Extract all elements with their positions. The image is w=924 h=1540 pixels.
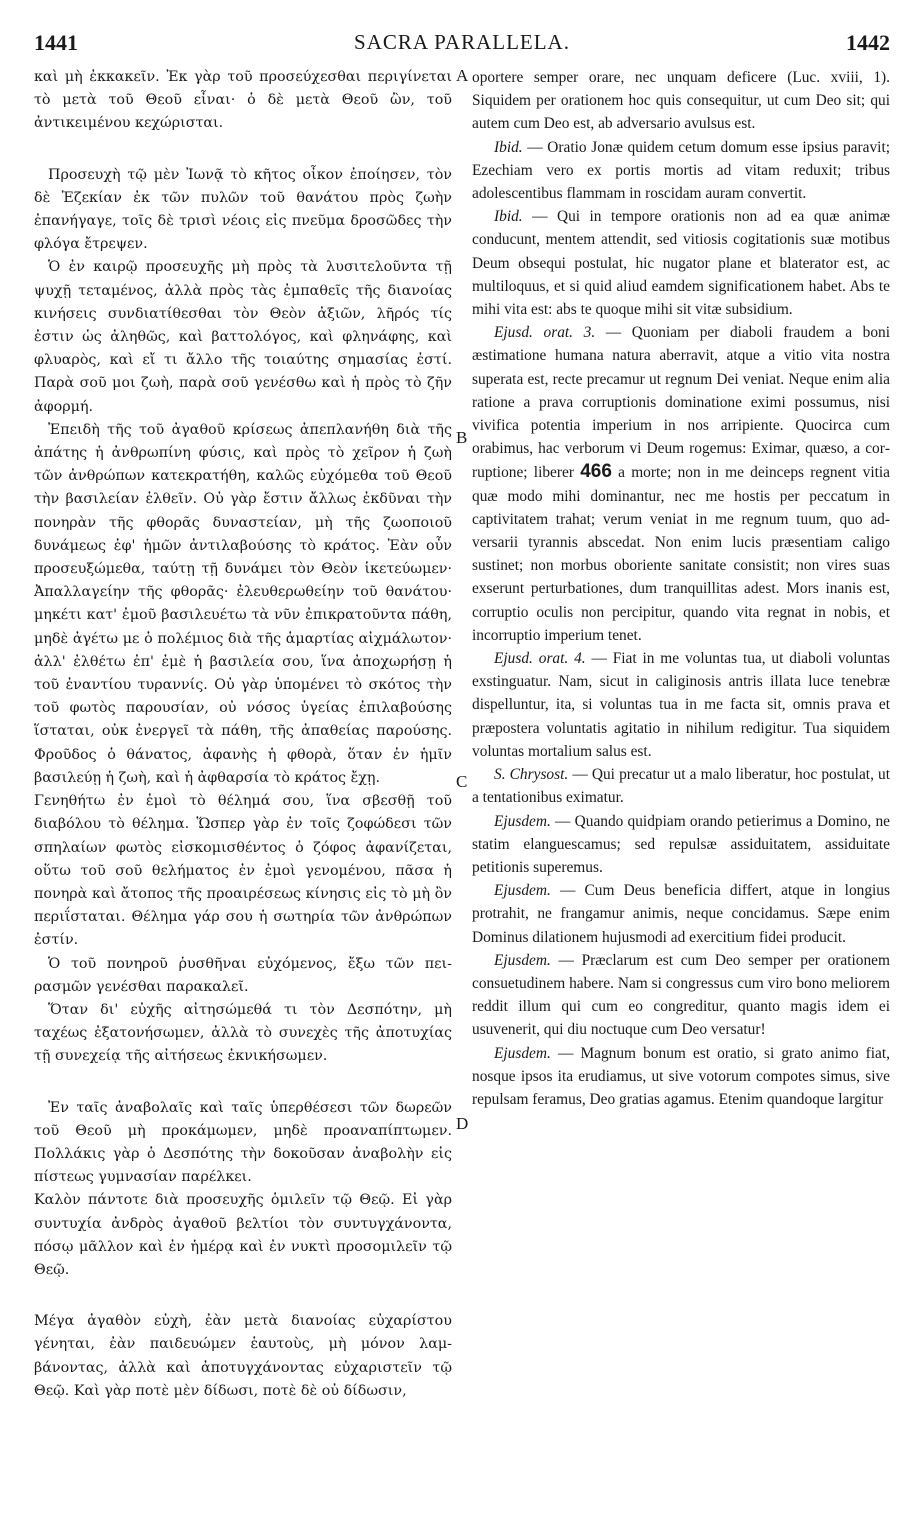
column-number-left: 1441 — [34, 30, 78, 55]
latin-text: — Cum Deus beneficia differt, atque in longius protrahit, ne frangamur animis, neque concidamus. Sæpe enim Dominus dilationem hujusmodi ad exercitium fidei producit. — [472, 882, 890, 946]
latin-source: Ejusdem. — [494, 951, 551, 969]
greek-column — [34, 66, 452, 1403]
latin-text: — Qui in tempore orationis non ad ea quæ animæ conducunt, mentem attendit, sed vitiosis cogitationis suæ motibus Deum obsequi postulat, hic nugator plane et blaterator est, ac multiloquus, et si quid aliud eamdem significationem habet. Abs te mihi vita est: abs te quoque mihi sit vitæ subsidium. — [472, 208, 890, 319]
latin-paragraph — [472, 949, 890, 1042]
latin-paragraph — [472, 1042, 890, 1112]
latin-paragraph — [472, 136, 890, 206]
greek-paragraph: Γενηθήτω ἐν ἐμοὶ τὸ θέλημά σου, ἵνα σβεσθῇ τοῦ διαβόλου τὸ θέλημα. Ὥσπερ γὰρ ἐν τοῖς ζοφώδεσι τῶν σπηλαίων φωτὸς εἰσκομισθέντος ὁ ζόφος ἀφανίζεται, οὕτω τοῦ σοῦ θελήματος ἐν ἐμοὶ γενομένου, πᾶσα ἡ πονηρὰ καὶ ἄτοπος τῆς προαιρέσεως κίνησις εἰς τὸ μὴ ὂν περιΐσταται. Θέλημα γάρ σου ἡ σωτηρία τῶν ἀνθρώπων ἐστίν. — [34, 793, 452, 949]
latin-text: — Quando quidpiam orando petierimus a Domino, ne statim elanguescamus; sed repulsæ assiduitatem, assiduitate petitionis superemus. — [472, 812, 890, 876]
greek-paragraph: Ἐν ταῖς ἀναβολαῖς καὶ ταῖς ὑπερθέσεσι τῶν δωρεῶν τοῦ Θεοῦ μὴ προκάμωμεν, μηδὲ προαναπίπτωμεν. Πολλάκις γὰρ ὁ Δεσπότης τὴν δοκοῦσαν ἀναβολὴν εἰς πίστεως γυμνασίαν παρέλκει. — [34, 1099, 452, 1186]
latin-source: Ejusdem. — [494, 882, 551, 900]
latin-paragraph — [472, 879, 890, 949]
latin-text: — Præclarum est cum Deo semper per orationem consuetudinem habere. Nam si congressus cum viro bono meliorem reddit illum qui cum eo congreditur, quanto magis idem ei usuvenerit, qui diu noctuque cum Deo versatur! — [472, 951, 890, 1039]
latin-text: a morte; non in me deinceps regnent vitia quæ modo mihi dominantur, nec me hostis per peccatum in captivitatem trahat; verum veniat in me regnum tuum, quo adversarii tyrannis abscedat. Non enim lucis præsentiam caligo sustinet; non morbus oboriente sanitate consistit; non vires suas exserunt perturbationes, dum tranquillitas adest. Mors inanis est, corruptio oculis non percipitur, quando vita regnat in nobis, et incorruptio imperium tenet. — [472, 464, 890, 644]
section-marker-d: D — [456, 1114, 469, 1133]
latin-paragraph — [472, 321, 890, 647]
latin-text: — Qui precatur ut a malo liberatur, hoc postulat, ut a tentationibus eximatur. — [472, 766, 890, 807]
page-mark: 466 — [580, 461, 612, 483]
section-marker-c: C — [456, 772, 468, 791]
latin-paragraph — [472, 763, 890, 809]
greek-paragraph: Ὁ τοῦ πονηροῦ ῥυσθῆναι εὐχόμενος, ἔξω τῶν πειρασμῶν γενέσθαι παρακαλεῖ. — [34, 955, 452, 995]
latin-source: Ejusd. orat. 4. — [494, 650, 586, 668]
page-header — [34, 30, 890, 60]
latin-source: Ibid. — [494, 138, 523, 156]
latin-source: Ejusdem. — [494, 812, 551, 830]
latin-text: — Quoniam per diaboli fraudem a boni æstimatione humana natura aberravit, atque a vitio vita nostra superata est, recte precamur ut regnum Dei veniat. Neque enim alia ratione a prava corruptionis dominatione eximi possumus, nisi vivifica potentia imperium in nos arripiente. Quocirca cum orabimus, hac verborum vi Deum rogemus: Eximar, quæso, a corruptione; liberer — [472, 324, 891, 482]
latin-text: — Fiat in me voluntas tua, ut diaboli voluntas exstinguatur. Nam, sicut in caliginosis antris illata luce tenebræ dispelluntur, ita, si voluntas tua in me facta sit, omnis prava et præpostera voluntatis agitatio in nihilum redigitur. Tua siquidem voluntas mortalium salus est. — [472, 650, 890, 760]
latin-paragraph — [472, 810, 890, 880]
latin-text: — Oratio Jonæ quidem cetum domum esse ipsius paravit; Ezechiam vero ex portis mortis ad vitam reduxit; tribus adolescentibus flammam in roscidam auram convertit. — [472, 138, 890, 203]
greek-paragraph: Προσευχὴ τῷ μὲν Ἰωνᾷ τὸ κῆτος οἶκον ἐποίησεν, τὸν δὲ Ἐζεκίαν ἐκ τῶν πυλῶν τοῦ θανάτου πρὸς ζωὴν ἐπανήγαγε, τοῖς δὲ τρισὶ νέοις εἰς πνεῦμα δροσῶδες τὴν φλόγα ἔτρεψεν. — [34, 166, 452, 253]
greek-paragraph: Μέγα ἀγαθὸν εὐχὴ, ἐὰν μετὰ διανοίας εὐχαρίστου γένηται, ἐὰν παιδευώμεν ἑαυτοὺς, μὴ μόνον λαμβάνοντας, ἀλλὰ καὶ ἀποτυγχάνοντας εὐχαριστεῖν τῷ Θεῷ. Καὶ γὰρ ποτὲ μὲν δίδωσι, ποτὲ δὲ οὐ δίδωσιν, — [34, 1313, 452, 1399]
latin-source: Ejusd. orat. 3. — [494, 324, 596, 342]
section-marker-b: B — [456, 428, 468, 447]
latin-source: Ejusdem. — [494, 1044, 551, 1062]
latin-paragraph — [472, 205, 890, 321]
greek-paragraph: Καλὸν πάντοτε διὰ προσευχῆς ὁμιλεῖν τῷ Θεῷ. Εἰ γὰρ συντυχία ἀνδρὸς ἀγαθοῦ βελτίοι τὸν συντυγχάνοντα, πόσῳ μᾶλλον καὶ ἐν ἡμέρᾳ καὶ ἐν νυκτὶ προσομιλεῖν τῷ Θεῷ. — [34, 1192, 452, 1278]
greek-paragraph: Ἐπειδὴ τῆς τοῦ ἀγαθοῦ κρίσεως ἀπεπλανήθη διὰ τῆς ἀπάτης ἡ ἀνθρωπίνη φύσις, καὶ πρὸς τὸ χεῖρον ἡ ζωὴ τῶν ἀνθρώπων κατεκρατήθη, καλῶς εὐχόμεθα τοῦ Θεοῦ τὴν βασιλείαν ἐλθεῖν. Οὐ γὰρ ἔστιν ἄλλως ἐκδῦναι τὴν πονηρὰν τῆς φθορᾶς δυναστείαν, μὴ τῆς ζωοποιοῦ δυνάμεως ἐφ' ἡμῶν ἀντιλαβούσης τὸ κράτος. Ἐὰν οὖν προσευξώμεθα, ταύτῃ τῇ δυνάμει τὸν Θεὸν ἱκετεύωμεν· Ἀπαλλαγείην τῆς φθορᾶς· ἐλευθερωθείην τοῦ θανάτου· μηκέτι κατ' ἐμοῦ βασιλευέτω τὰ νῦν ἐπικρατοῦντα πάθη, μηδὲ ἀγέτω με ὁ πολέμιος διὰ τῆς ἁμαρτίας αἰχμάλωτον· ἀλλ' ἐλθέτω ἐπ' ἐμὲ ἡ βασιλεία σου, ἵνα ἀποχωρήσῃ ἡ τοῦ ἐναντίου τυραννίς. Οὐ γὰρ ὑπομένει τὸ σκότος τὴν τοῦ φωτὸς παρουσίαν, οὐ νόσος ὑγείας ἐπιλαβούσης ἵσταται, οὐκ ἐνεργεῖ τὰ πάθη, τῆς ἀπαθείας παρούσης. Φροῦδος ὁ θάνατος, ἀφανὴς ἡ φθορὰ, ὅταν ἐν ἡμῖν βασιλεύῃ ἡ ζωὴ, καὶ ἡ ἀφθαρσία τὸ κράτος ἔχῃ. — [34, 421, 452, 786]
section-marker-a: A — [456, 66, 469, 85]
latin-paragraph — [472, 647, 890, 763]
latin-text: oportere semper orare, nec unquam deficere (Luc. xviii, 1). Siquidem per orationem hoc quis consequitur, ut cum Deo sit; qui autem cum Deo est, ab adversario avulsus est. — [472, 69, 890, 133]
greek-paragraph: Ὁ ἐν καιρῷ προσευχῆς μὴ πρὸς τὰ λυσιτελοῦντα τῇ ψυχῇ τεταμένος, ἀλλὰ πρὸς τὰς ἐμπαθεῖς τῆς διανοίας κινήσεις συνδιατίθεσθαι τὸν Θεὸν ἀξιῶν, λῆρός τίς ἐστιν ὡς ἀληθῶς, καὶ βαττολόγος, καὶ φληνάφης, καὶ φλυαρὸς, καὶ εἴ τι ἄλλο τῆς τοιαύτης σημασίας ἐστί. Παρὰ σοῦ μοι ζωὴ, παρὰ σοῦ γενέσθω καὶ ἡ πρὸς τὸ ζῆν ἀφορμή. — [34, 259, 452, 415]
latin-paragraph — [472, 66, 890, 136]
latin-source: S. Chrysost. — [494, 766, 569, 784]
greek-paragraph: Ὅταν δι' εὐχῆς αἰτησώμεθά τι τὸν Δεσπότην, μὴ ταχέως ἐξατονήσωμεν, ἀλλὰ τὸ συνεχὲς τῆς ἀποτυχίας τῇ συνεχείᾳ τῆς αἰτήσεως ἐκνικήσωμεν. — [34, 1001, 452, 1065]
running-title: SACRA PARALLELA. — [354, 30, 570, 54]
greek-paragraph: καὶ μὴ ἐκκακεῖν. Ἐκ γὰρ τοῦ προσεύχεσθαι περιγίνεται τὸ μετὰ τοῦ Θεοῦ εἶναι· ὁ δὲ μετὰ Θεοῦ ὢν, τοῦ ἀντικειμένου κεχώρισται. — [34, 69, 452, 132]
latin-text: — Magnum bonum est oratio, si grato animo fiat, nosque ipsos ita erudiamus, ut sive votorum compotes simus, sive repulsam feramus, Deo gratias agamus. Etenim quandoque largitur — [472, 1044, 890, 1108]
latin-source: Ibid. — [494, 208, 523, 226]
column-number-right: 1442 — [846, 30, 890, 55]
latin-column — [472, 66, 890, 1111]
